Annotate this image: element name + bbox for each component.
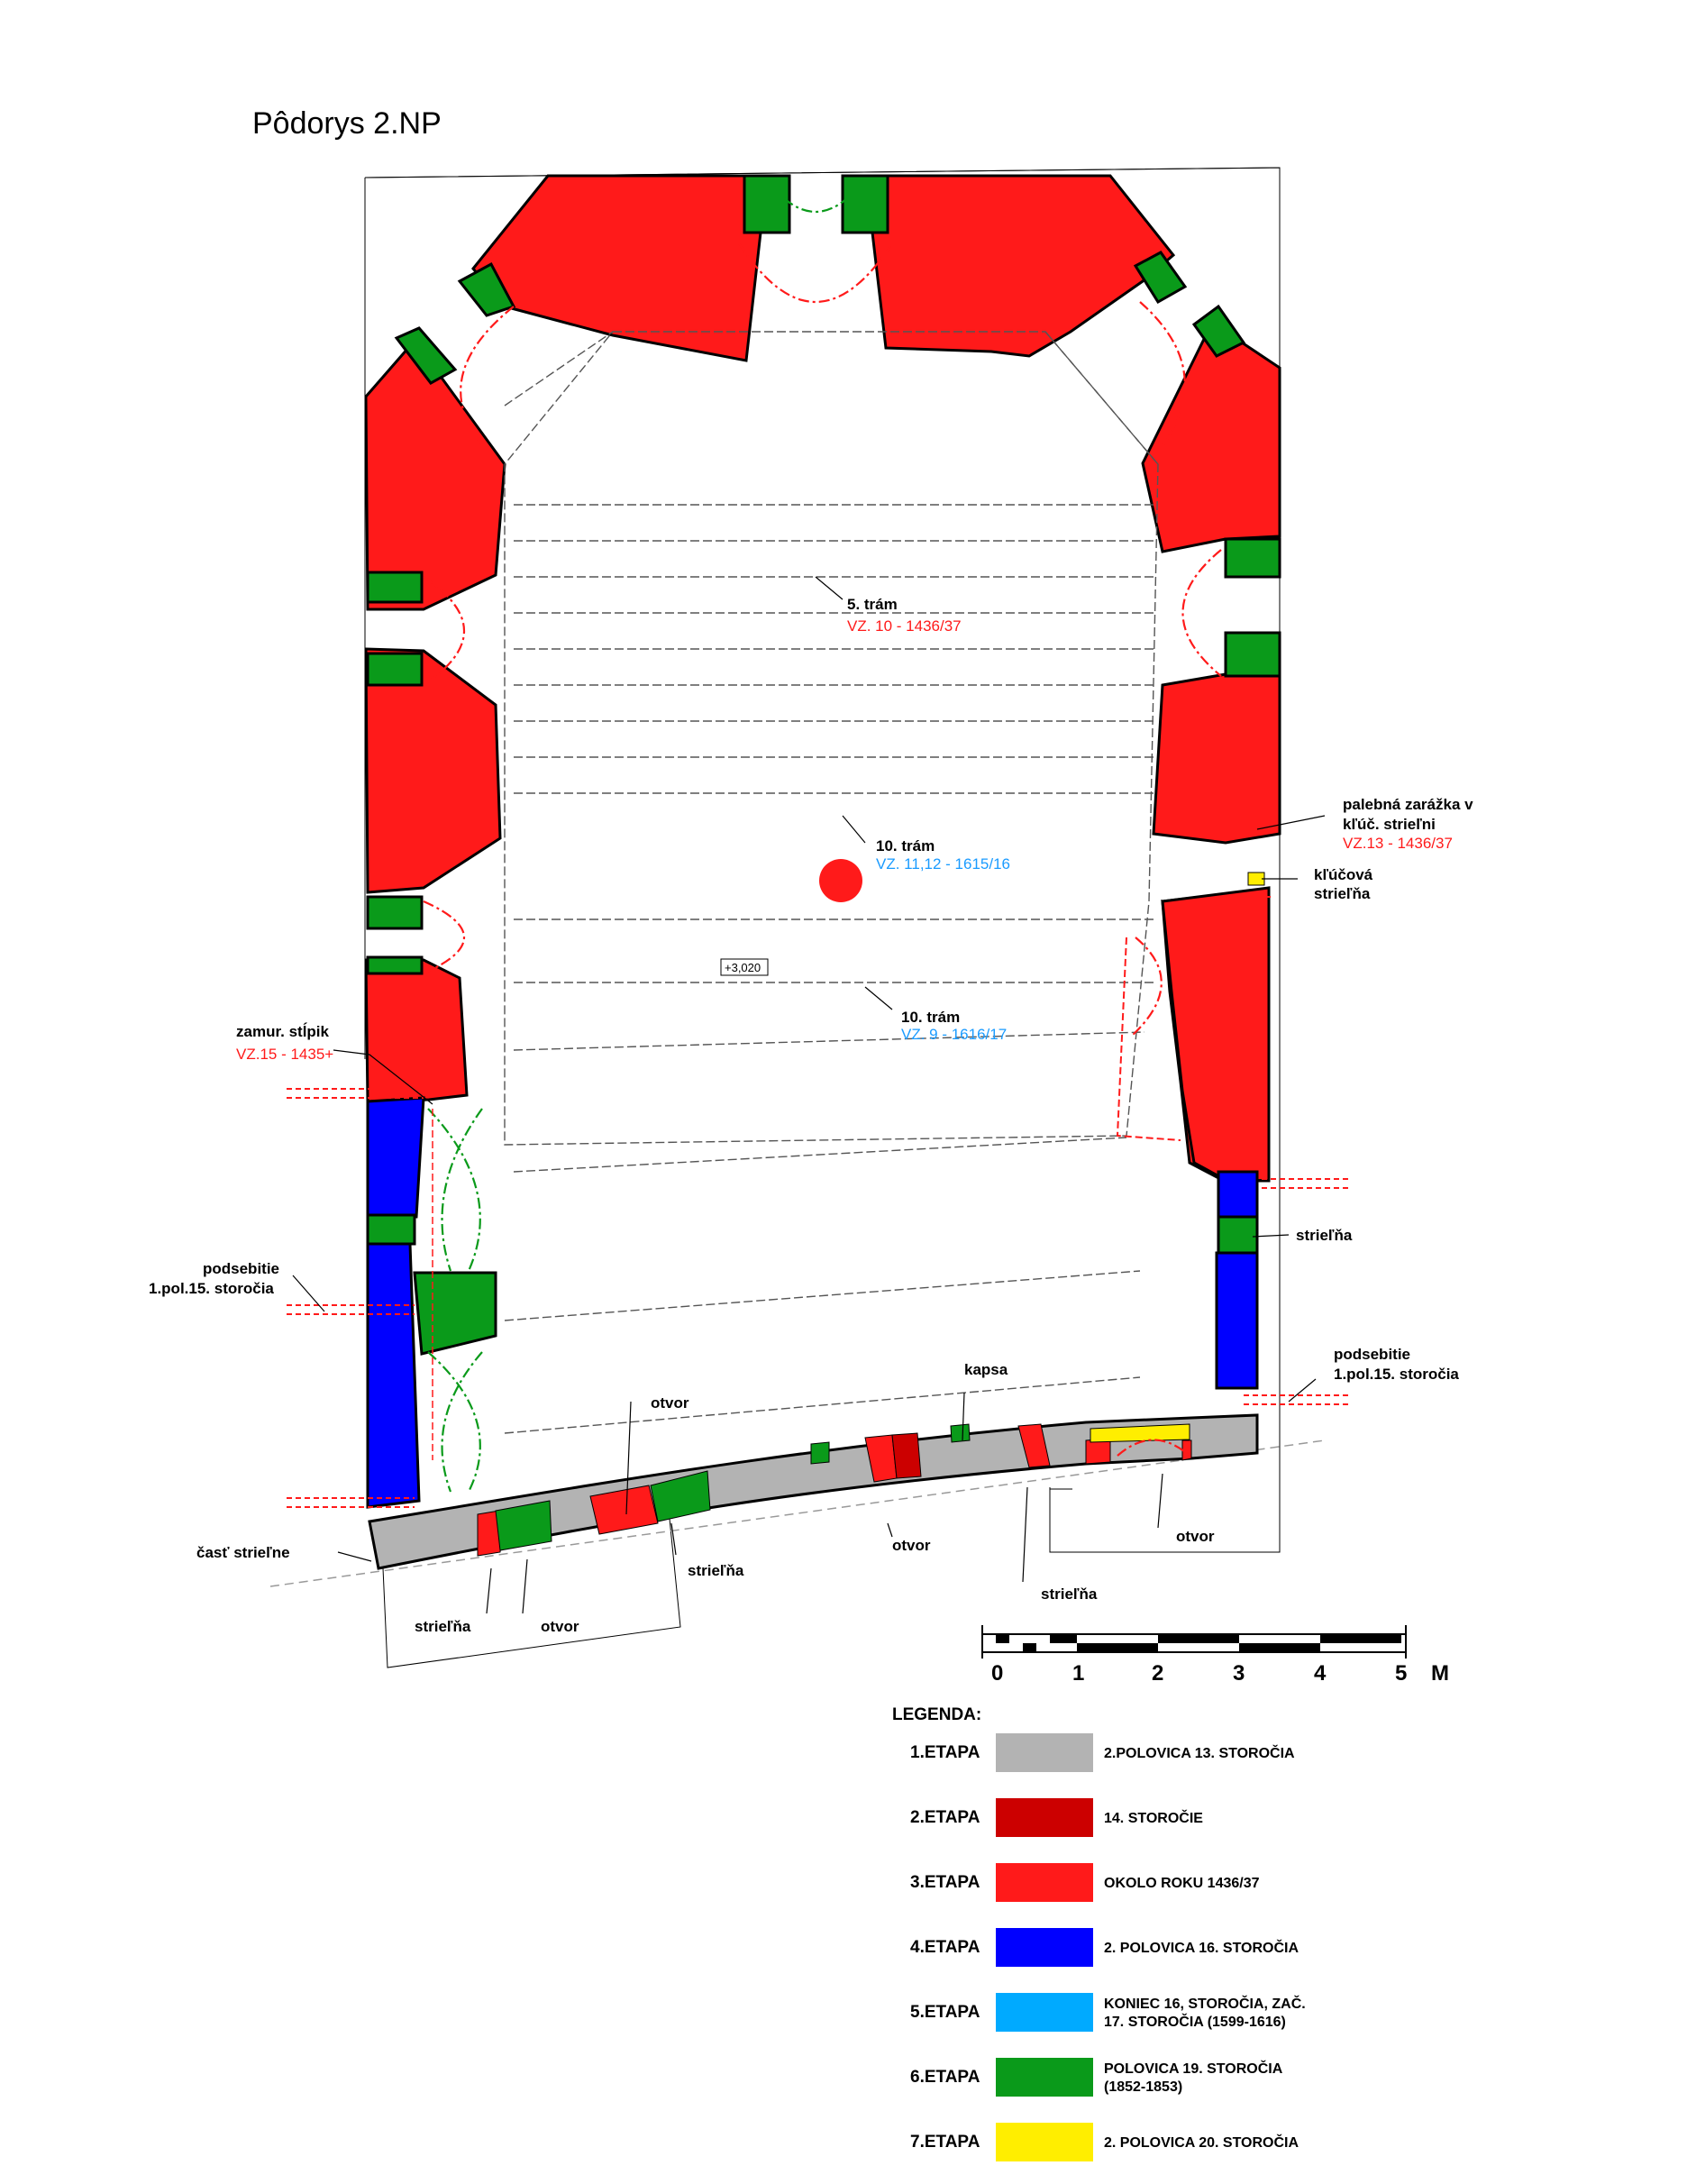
legend-etapa-4: 4.ETAPA (910, 1938, 980, 1957)
legend-swatch-2 (996, 1798, 1093, 1837)
legend-desc-5b: 17. STOROČIA (1599-1616) (1104, 2015, 1286, 2030)
legend-swatch-6 (996, 2058, 1093, 2097)
strielna-bottom-mid: strieľňa (688, 1562, 744, 1579)
cast-strielne-label: časť strieľne (196, 1544, 290, 1561)
legend (892, 1705, 1306, 2161)
klucova-2: strieľňa (1314, 885, 1371, 902)
palebna-2: kľúč. strieľni (1343, 816, 1436, 833)
scale-label-2: 2 (1152, 1661, 1164, 1686)
legend-desc-7: 2. POLOVICA 20. STOROČIA (1104, 2135, 1299, 2151)
beam-14 (505, 1271, 1140, 1320)
green-left-big (415, 1273, 496, 1354)
legend-item-3 (910, 1863, 1260, 1902)
arc-green-top (784, 198, 847, 212)
legend-swatch-3 (996, 1863, 1093, 1902)
scale-seg-2 (1023, 1643, 1036, 1652)
legend-desc-1: 2.POLOVICA 13. STOROČIA (1104, 1746, 1295, 1761)
scale-seg-7 (1320, 1634, 1401, 1643)
arc-green-left-a (428, 1109, 480, 1271)
otvor-right-label: otvor (1176, 1528, 1215, 1545)
legend-swatch-7 (996, 2123, 1093, 2161)
arc-green-left-c (428, 1352, 480, 1492)
stipik-date: VZ.15 - 1435+ (236, 1046, 334, 1063)
level-label: +3,020 (725, 961, 761, 974)
scale-seg-4 (1077, 1643, 1158, 1652)
scale-label-0: 0 (991, 1661, 1004, 1686)
podsebitie-right-1: podsebitie (1334, 1346, 1411, 1363)
otvor-top-label: otvor (651, 1394, 689, 1412)
beam5-name: 5. trám (847, 596, 898, 613)
palebna-date: VZ.13 - 1436/37 (1343, 835, 1453, 852)
legend-desc-6a: POLOVICA 19. STOROČIA (1104, 2061, 1283, 2077)
beam-diag-l1 (505, 332, 613, 406)
legend-desc-5a: KONIEC 16, STOROČIA, ZAČ. (1104, 1997, 1306, 2012)
otvor-mid-label: otvor (892, 1537, 931, 1554)
wall-top-right (849, 176, 1173, 356)
scale-bar (982, 1625, 1449, 1686)
wall-right-long (1163, 888, 1269, 1181)
wall-blue-right-lower (1217, 1253, 1257, 1388)
legend-desc-3: OKOLO ROKU 1436/37 (1104, 1876, 1260, 1891)
vault-arcs (424, 198, 1221, 1492)
wall-blue-left-upper (368, 1098, 424, 1217)
arc-red-right-lower (1131, 937, 1162, 1037)
legend-item-6 (910, 2058, 1283, 2097)
legend-swatch-5 (996, 1993, 1093, 2032)
legend-item-4 (910, 1928, 1299, 1967)
kapsa-label: kapsa (964, 1361, 1008, 1378)
scale-label-3: 3 (1233, 1661, 1245, 1686)
plan-title: Pôdorys 2.NP (252, 106, 442, 141)
scale-label-1: 1 (1072, 1661, 1085, 1686)
legend-etapa-7: 7.ETAPA (910, 2133, 980, 2152)
green-left-notch (368, 1215, 415, 1244)
green-left-4 (368, 957, 422, 973)
podsebitie-left-1: podsebitie (203, 1260, 280, 1277)
strielna-bottom-right: strieľňa (1041, 1585, 1098, 1603)
strielna-right-label: strieľňa (1296, 1227, 1353, 1244)
legend-swatch-1 (996, 1733, 1093, 1772)
wall-upper-right (1143, 323, 1280, 552)
wall-lower-left (366, 960, 467, 1101)
walls-etapa3 (366, 176, 1280, 1181)
legend-desc-6b: (1852-1853) (1104, 2079, 1183, 2095)
scale-seg-3 (1050, 1634, 1077, 1643)
arc-red-right-mid (1183, 550, 1222, 676)
legend-heading: LEGENDA: (892, 1705, 982, 1724)
legend-item-5 (910, 1993, 1306, 2032)
green-top-left (744, 176, 789, 233)
green-right-notch (1218, 1217, 1257, 1253)
bottom-wall (369, 1415, 1257, 1568)
legend-item-1 (910, 1733, 1295, 1772)
site-boundary (365, 168, 1280, 1552)
legend-etapa-5: 5.ETAPA (910, 2003, 980, 2022)
podsebitie-left-2: 1.pol.15. storočia (149, 1280, 274, 1297)
green-left-2 (368, 653, 422, 685)
scale-seg-6 (1239, 1643, 1320, 1652)
legend-etapa-2: 2.ETAPA (910, 1808, 980, 1827)
arc-red-top (739, 243, 892, 302)
elements-etapa6 (368, 176, 1280, 1354)
scale-label-5: 5 (1395, 1661, 1408, 1686)
beam10a-name: 10. trám (876, 837, 935, 854)
legend-etapa-6: 6.ETAPA (910, 2068, 980, 2087)
beam-12 (514, 1032, 1144, 1050)
insert-darkred-3 (892, 1433, 921, 1478)
wall-top-left (473, 176, 761, 361)
legend-desc-2: 14. STOROČIE (1104, 1811, 1203, 1826)
green-left-1 (368, 572, 422, 602)
legend-item-7 (910, 2123, 1299, 2161)
green-top-right (843, 176, 888, 233)
scale-unit: M (1431, 1661, 1449, 1686)
beam5-date: VZ. 10 - 1436/37 (847, 617, 962, 635)
insert-green-4 (951, 1424, 970, 1442)
legend-item-2 (910, 1798, 1203, 1837)
sample-dot (819, 859, 862, 902)
podsebitie-right-2: 1.pol.15. storočia (1334, 1366, 1459, 1383)
scale-seg-1 (996, 1634, 1009, 1643)
wall-blue-left-lower (368, 1244, 419, 1507)
strielna-bottom-left: strieľňa (415, 1618, 471, 1635)
legend-swatch-4 (996, 1928, 1093, 1967)
otvor-bottom-label: otvor (541, 1618, 579, 1635)
green-left-3 (368, 897, 422, 928)
scale-seg-5 (1158, 1634, 1239, 1643)
beam10b-date: VZ. 9 - 1616/17 (901, 1026, 1008, 1043)
ceiling-outline (505, 332, 1158, 1145)
klucova-1: kľúčová (1314, 866, 1373, 883)
beam10a-date: VZ. 11,12 - 1615/16 (876, 855, 1011, 873)
legend-etapa-1: 1.ETAPA (910, 1743, 980, 1762)
scale-label-4: 4 (1314, 1661, 1327, 1686)
insert-green-3 (811, 1442, 829, 1464)
stipik-name: zamur. stĺpik (236, 1023, 329, 1040)
legend-desc-4: 2. POLOVICA 16. STOROČIA (1104, 1941, 1299, 1956)
beam10b-name: 10. trám (901, 1009, 961, 1026)
legend-etapa-3: 3.ETAPA (910, 1873, 980, 1892)
wall-blue-right-upper (1218, 1172, 1257, 1217)
green-right-1 (1226, 539, 1280, 577)
palebna-1: palebná zarážka v (1343, 796, 1473, 813)
green-right-2 (1226, 633, 1280, 676)
